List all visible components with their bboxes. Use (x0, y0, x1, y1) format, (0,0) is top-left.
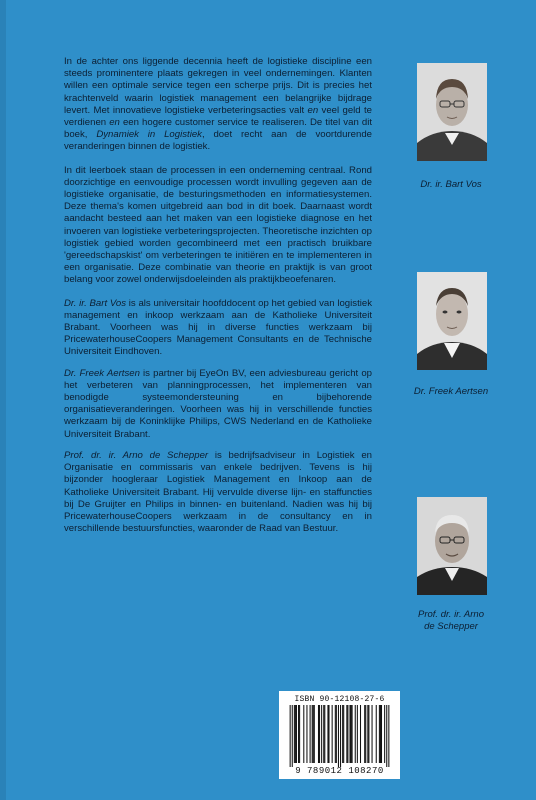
barcode-bar (388, 705, 389, 767)
barcode-bar (342, 705, 343, 763)
isbn-label: ISBN 90-12108-27-6 (294, 695, 385, 704)
barcode-bar (332, 705, 333, 763)
author-name: Dr. Freek Aertsen (64, 367, 140, 379)
barcode-bar (351, 705, 352, 763)
barcode-bar (343, 705, 344, 763)
barcode-bar (357, 705, 358, 763)
barcode-bar (296, 705, 297, 763)
barcode-bar (364, 705, 365, 763)
emphasis-en: en (109, 117, 120, 129)
back-cover-text (64, 56, 372, 546)
barcode-bar (290, 705, 291, 767)
barcode-bar (306, 705, 307, 763)
barcode-bar (318, 705, 319, 763)
author-name: Dr. ir. Bart Vos (64, 297, 127, 309)
barcode-bar (338, 705, 339, 767)
barcode-bar (319, 705, 320, 763)
barcode-number: 9 789012 108270 (295, 766, 384, 776)
barcode-bar (292, 705, 293, 767)
cover-edge (0, 0, 6, 800)
barcode-bar (347, 705, 348, 763)
barcode-bar (313, 705, 314, 763)
content-paragraph: In dit leerboek staan de processen in een onderneming centraal. Rond doorzichtige en eenvoudige processen wordt invulling gegeven aan de logistieke organisatie, de besturingsmethoden en informatiesystemen. Deze thema's komen uitgebreid aan bod in dit boek. Daarnaast wordt aandacht besteed aan het maken van een logistieke diagnose en het invoeren van logistieke verbeteringsprojecten. Theoretische inzichten op logistiek gebied worden gecombineerd met een practisch bruikbare 'gereedschapskist' om verbeteringen te initiëren en te implementeren in een organisatie. Deze combinatie van theorie en praktijk is van groot belang voor zowel onderwijsdoeleinden als praktijkbeoefenaren. (64, 164, 372, 286)
barcode-bar (294, 705, 295, 763)
barcode-bar (365, 705, 366, 763)
barcode-bar (346, 705, 347, 763)
barcode-bar (295, 705, 296, 763)
barcode-bar (328, 705, 329, 763)
barcode-bar (335, 705, 336, 763)
barcode-bar (327, 705, 328, 763)
caption-freek-aertsen: Dr. Freek Aertsen (413, 386, 489, 397)
portrait-bart-vos (417, 63, 487, 161)
caption-arno-de-schepper: Prof. dr. ir. Arno de Schepper (418, 609, 484, 632)
barcode-bar (310, 705, 311, 763)
barcode-bar (368, 705, 369, 763)
barcode-bar (303, 705, 304, 763)
bio-freek-aertsen: Dr. Freek Aertsen is partner bij EyeOn BV, een adviesbureau gericht op het verbeteren van planningprocessen, het implementeren van benodigde systeemondersteuning en bijbehorende organisatieveranderingen. Voorheen was hij in verschillende functies werkzaam bij de Koninklijke Philips, CWS Nederland en de Katholieke Universiteit Brabant. (64, 367, 372, 440)
barcode-bar (352, 705, 353, 763)
portrait-arno-de-schepper (417, 497, 487, 595)
barcode-bar (312, 705, 313, 763)
barcode-bar (367, 705, 368, 763)
barcode-bar (386, 705, 387, 767)
barcode-bar (349, 705, 350, 763)
barcode-bar (372, 705, 373, 763)
barcode-bar (376, 705, 377, 763)
barcode-bar (380, 705, 381, 763)
barcode-bar (379, 705, 380, 763)
barcode-bar (299, 705, 300, 763)
author-name: Prof. dr. ir. Arno de Schepper (64, 449, 209, 461)
barcode-bar (340, 705, 341, 767)
barcode-bar (384, 705, 385, 763)
barcode-bar (381, 705, 382, 763)
barcode-bar (314, 705, 315, 763)
isbn-barcode (279, 691, 400, 779)
bio-bart-vos: Dr. ir. Bart Vos is als universitair hoofddocent op het gebied van logistiek management en inkoop werkzaam aan de Katholieke Universiteit Brabant. Voorheen was hij in diverse functies werkzaam bij PricewaterhouseCoopers Management Consultants en de Technische Universiteit Eindhoven. (64, 297, 372, 358)
barcode-bar (324, 705, 325, 763)
portrait-freek-aertsen (417, 272, 487, 370)
bio-arno-de-schepper: Prof. dr. ir. Arno de Schepper is bedrijfsadviseur in Logistiek en Organisatie en commissaris van enkele bedrijven. Tevens is hij bijzonder hoogleraar Logistiek Management en Inkoop aan de Katholieke Universiteit Brabant. Hij vervulde diverse lijn- en staffuncties bij De Gruijter en Philips in binnen- en buitenland. Nadien was hij bij PricewaterhouseCoopers werkzaam in de consultancy en in verschillende bestuursfuncties, waaronder de Raad van Bestuur. (64, 449, 372, 535)
book-title: Dynamiek in Logistiek (96, 129, 202, 141)
caption-bart-vos: Dr. ir. Bart Vos (420, 179, 482, 190)
barcode-bar (355, 705, 356, 763)
intro-paragraph: In de achter ons liggende decennia heeft de logistieke discipline een steeds prominentere plaats gekregen in veel ondernemingen. Klanten willen een optimale service tegen een scherpe prijs. Dit is precies het krachtenveld waarin logistiek management een belangrijke bijdrage levert. Met innovatieve logistieke verbeteringsacties valt en veel geld te verdienen en een hogere customer service te realiseren. De titel van dit boek, Dynamiek in Logistiek, doet recht aan de voortdurende veranderingen binnen de logistiek. (64, 56, 372, 153)
barcode-bar (360, 705, 361, 763)
barcode-bar (336, 705, 337, 763)
emphasis-en: en (307, 104, 319, 116)
barcode-bar (321, 705, 322, 763)
barcode-bar (323, 705, 324, 763)
barcode-bar (298, 705, 299, 763)
